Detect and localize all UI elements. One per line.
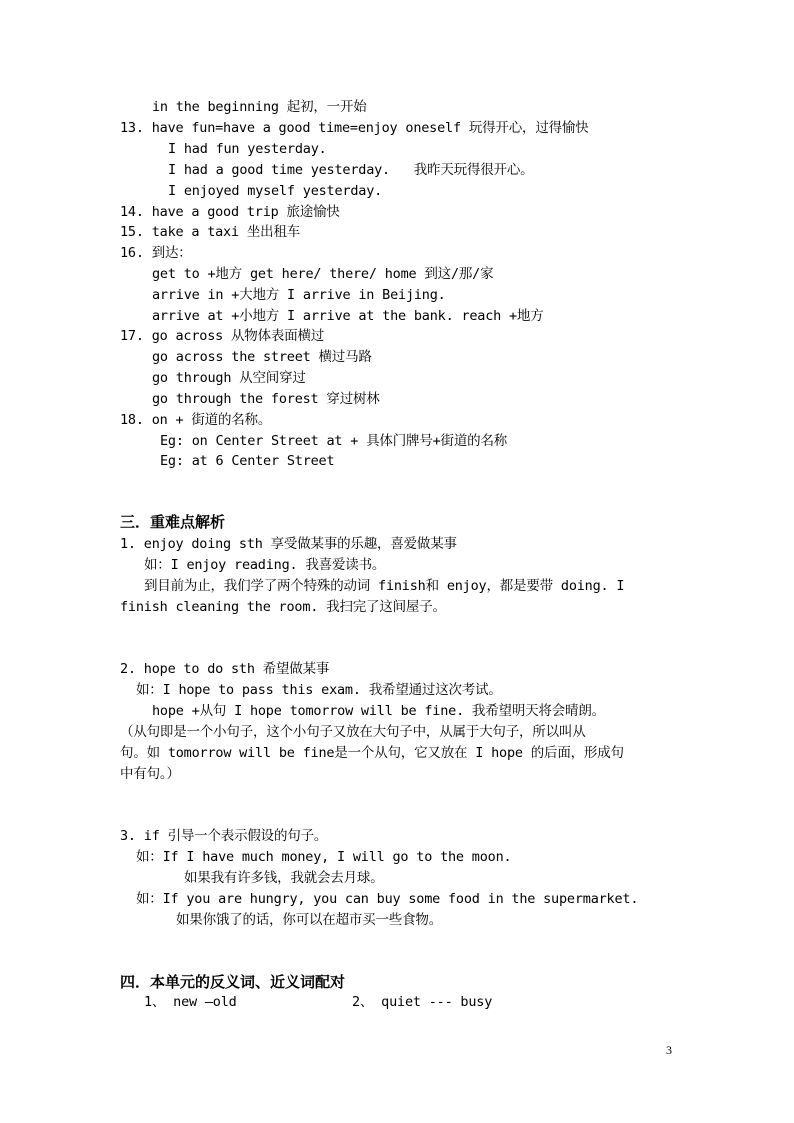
point-line: hope +从句 I hope tomorrow will be fine. 我希望明天将会晴朗。 bbox=[152, 703, 605, 719]
point-line: 如：If I have much money, I will go to the moon. bbox=[136, 849, 512, 865]
section-heading: 四．本单元的反义词、近义词配对 bbox=[120, 973, 346, 991]
page-number: 3 bbox=[666, 1043, 672, 1057]
point-line: （从句即是一个小句子，这个小句子又放在大句子中，从属于大句子，所以叫从 bbox=[120, 724, 586, 740]
phrase-line: I had fun yesterday. bbox=[168, 141, 327, 157]
phrase-line: Eg: at 6 Center Street bbox=[160, 453, 335, 469]
phrase-line: 14. have a good trip 旅途愉快 bbox=[120, 204, 340, 220]
point-line: 如：I enjoy reading. 我喜爱读书。 bbox=[144, 557, 386, 573]
phrase-line: arrive in +大地方 I arrive in Beijing. bbox=[152, 287, 446, 303]
phrase-line: 16. 到达： bbox=[120, 245, 192, 261]
phrase-line: go across the street 横过马路 bbox=[152, 349, 372, 365]
phrase-line: I enjoyed myself yesterday. bbox=[168, 183, 383, 199]
phrase-line: arrive at +小地方 I arrive at the bank. reach +地方 bbox=[152, 308, 544, 324]
phrase-line: go through 从空间穿过 bbox=[152, 370, 306, 386]
point-line: 句。如 tomorrow will be fine是一个从句，它又放在 I hope 的后面，形成句 bbox=[120, 745, 624, 761]
point-line: 如：I hope to pass this exam. 我希望通过这次考试。 bbox=[136, 682, 502, 698]
point-line: 到目前为止，我们学了两个特殊的动词 finish和 enjoy，都是要带 doing. I bbox=[144, 578, 625, 594]
phrase-line: Eg: on Center Street at + 具体门牌号+街道的名称 bbox=[160, 433, 508, 449]
point-line: 中有句。） bbox=[120, 766, 180, 782]
point-line: 2. hope to do sth 希望做某事 bbox=[120, 661, 330, 677]
word-pair: 2、 quiet --- busy bbox=[352, 994, 493, 1010]
section-heading: 三．重难点解析 bbox=[120, 513, 226, 531]
point-line: 如果我有许多钱，我就会去月球。 bbox=[184, 870, 384, 886]
word-pair: 1、 new —old bbox=[144, 994, 237, 1010]
phrase-line: 15. take a taxi 坐出租车 bbox=[120, 224, 301, 240]
phrase-line: I had a good time yesterday. 我昨天玩得很开心。 bbox=[168, 162, 534, 178]
point-line: 3. if 引导一个表示假设的句子。 bbox=[120, 828, 328, 844]
phrase-line: go through the forest 穿过树林 bbox=[152, 391, 380, 407]
phrase-line: get to +地方 get here/ there/ home 到这/那/家 bbox=[152, 266, 494, 282]
point-line: finish cleaning the room. 我扫完了这间屋子。 bbox=[120, 599, 446, 615]
point-line: 如：If you are hungry, you can buy some food in the supermarket. bbox=[136, 891, 639, 907]
phrase-line: 13. have fun=have a good time=enjoy oneself 玩得开心，过得愉快 bbox=[120, 120, 589, 136]
phrase-line: in the beginning 起初，一开始 bbox=[152, 99, 367, 115]
point-line: 1. enjoy doing sth 享受做某事的乐趣，喜爱做某事 bbox=[120, 536, 457, 552]
point-line: 如果你饿了的话，你可以在超市买一些食物。 bbox=[176, 912, 442, 928]
phrase-line: 17. go across 从物体表面横过 bbox=[120, 328, 325, 344]
phrase-line: 18. on + 街道的名称。 bbox=[120, 412, 272, 428]
